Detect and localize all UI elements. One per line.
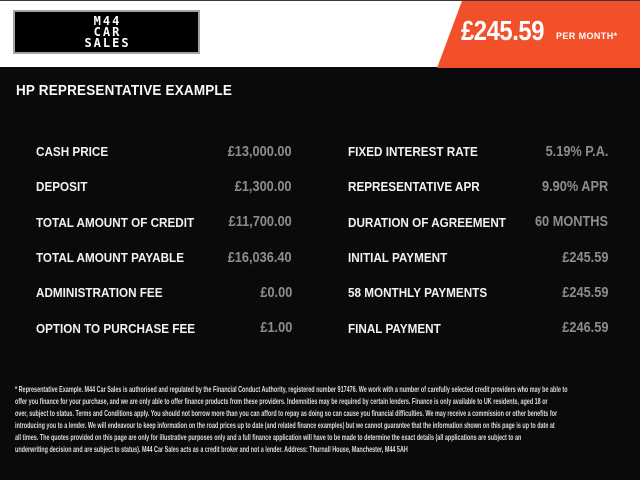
finance-row bbox=[36, 169, 292, 204]
header-bar bbox=[0, 0, 640, 67]
dealer-logo[interactable] bbox=[13, 10, 200, 54]
per-month-label: PER MONTH* bbox=[556, 31, 618, 41]
finance-label: DEPOSIT bbox=[36, 179, 88, 195]
finance-value: £245.59 bbox=[561, 284, 608, 301]
finance-label: REPRESENTATIVE APR bbox=[348, 179, 480, 195]
finance-column-left bbox=[36, 134, 292, 346]
legal-disclaimer bbox=[15, 383, 635, 455]
disclaimer-line: over, subject to status. Terms and Conditions apply. You should not borrow more than you can afford to repay as doing so can cause you financial difficulties. We may receive a commission or other benefits for bbox=[15, 408, 558, 418]
finance-label: TOTAL AMOUNT OF CREDIT bbox=[36, 214, 195, 230]
finance-row bbox=[36, 134, 292, 169]
finance-row bbox=[36, 310, 292, 345]
logo-text-line: SALES bbox=[84, 35, 131, 50]
disclaimer-line: offer you finance for your purchase, and we are only able to offer finance products from these providers. Indemnities may be required by certain lenders. Finance is only available to UK residents, aged 18 or bbox=[15, 396, 548, 406]
finance-value: £1.00 bbox=[260, 320, 292, 337]
finance-row bbox=[348, 169, 608, 204]
finance-label: CASH PRICE bbox=[36, 144, 109, 160]
logo-text-line: M44 bbox=[93, 13, 122, 28]
finance-value: £246.59 bbox=[561, 320, 608, 337]
finance-value: £245.59 bbox=[561, 249, 608, 266]
finance-column-right bbox=[348, 134, 608, 346]
finance-row bbox=[348, 134, 608, 169]
finance-row bbox=[36, 275, 292, 310]
finance-label: INITIAL PAYMENT bbox=[348, 250, 448, 266]
finance-row bbox=[36, 240, 292, 275]
finance-row bbox=[348, 205, 608, 240]
finance-label: OPTION TO PURCHASE FEE bbox=[36, 320, 196, 336]
finance-label: ADMINISTRATION FEE bbox=[36, 285, 163, 301]
finance-value: £1,300.00 bbox=[235, 178, 292, 195]
finance-row bbox=[348, 310, 608, 345]
finance-label: FIXED INTEREST RATE bbox=[348, 144, 478, 160]
finance-value: 9.90% APR bbox=[541, 178, 608, 195]
disclaimer-line: * Representative Example. M44 Car Sales is authorised and regulated by the Financial Conduct Authority, registered number 917476. We work with a number of carefully selected credit providers who may be able to bbox=[15, 384, 568, 394]
disclaimer-line: introducing you to a lender. We will endeavour to keep information on the road prices up to date (and related finance examples) but we cannot guarantee that the information shown on this page is up to date at bbox=[15, 420, 555, 430]
finance-label: TOTAL AMOUNT PAYABLE bbox=[36, 250, 185, 266]
finance-value: £0.00 bbox=[260, 284, 292, 301]
disclaimer-line: underwriting decision and are subject to status). M44 Car Sales acts as a credit broker and not a lender. Address: Thurnall House, Manchester, M44 5AH bbox=[15, 444, 408, 454]
finance-value: £13,000.00 bbox=[228, 143, 292, 160]
disclaimer-line: all times. The quotes provided on this page are only for illustrative purposes only and a full finance application will have to be made to determine the exact details (all applications are subject to an bbox=[15, 432, 522, 442]
finance-row bbox=[348, 275, 608, 310]
finance-value: £11,700.00 bbox=[228, 214, 292, 231]
finance-row bbox=[348, 240, 608, 275]
logo-text-line: CAR bbox=[93, 24, 122, 39]
finance-label: DURATION OF AGREEMENT bbox=[348, 214, 506, 230]
finance-value: £16,036.40 bbox=[228, 249, 292, 266]
finance-value: 60 MONTHS bbox=[534, 214, 608, 231]
finance-row bbox=[36, 205, 292, 240]
page-title: HP REPRESENTATIVE EXAMPLE bbox=[16, 82, 233, 99]
finance-label: FINAL PAYMENT bbox=[348, 320, 441, 336]
monthly-price: £245.59 bbox=[461, 15, 545, 46]
finance-label: 58 MONTHLY PAYMENTS bbox=[348, 285, 488, 301]
finance-value: 5.19% P.A. bbox=[545, 143, 608, 160]
